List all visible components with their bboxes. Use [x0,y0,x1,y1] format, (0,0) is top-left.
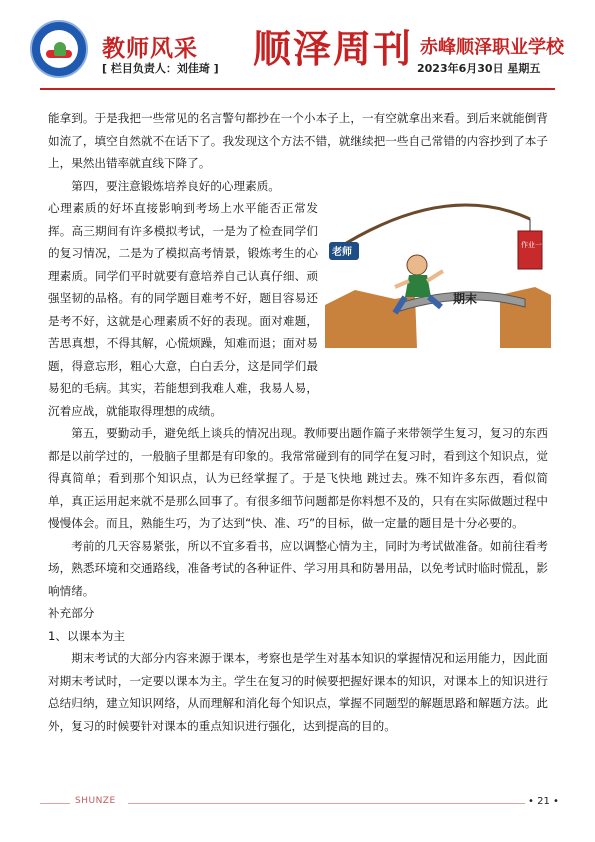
paragraph-1: 能拿到。于是我把一些常见的名言警句都抄在一个小本子上，一有空就拿出来看。到后来就能倒背如流了，填空自然就不在话下了。我发现这个方法不错，就继续把一些自己常错的内容抄到了本子上，果然出错率就直线下降了。 [48,111,548,170]
article-body [48,107,548,737]
column-title: 教师风采 [102,36,198,62]
bridge-label: 期末 [453,292,478,306]
svg-text:作业一本: 作业一本 [521,241,549,249]
paragraph-3-text: 心理素质的好坏直接影响到考场上水平能否正常发挥。高三期间有许多模拟考试，一是为了检查同学们的复习情况，二是为了模拟高考情景，锻炼考生的心理素质。同学们平时就要有意培养自己认真仔细、顽强坚韧的品格。有的同学题目难考不好，题目容易还是考不好，这就是心理素质不好的表现。面对难题，苦思真想，不得其解，心慌烦躁，知难而退；面对易题，得意忘形，粗心大意，白白丢分，这是同学们最易犯的毛病。其实，若能想到我难人难，我易人易，沉着应战，就能取得理想的成绩。 [48,201,318,418]
header-divider [40,88,555,90]
paragraph-5: 考前的几天容易紧张，所以不宜多看书，应以调整心情为主，同时为考试做准备。如前往看考场，熟悉环境和交通路线，准备考试的各种证件、学习用具和防暑用品，以免考试时临时慌乱，影响情绪。 [48,538,548,598]
logo-emblem [40,30,78,68]
footer-brand: SHUNZE [75,796,116,806]
issue-date: 2023年6月30日 星期五 [417,62,541,75]
subsection-heading: 1、以课本为主 [48,628,125,643]
school-logo [30,20,88,78]
paragraph-4: 第五，要勤动手，避免纸上谈兵的情况出现。教师要出题作篇子来带领学生复习，复习的东西都是以前学过的，一般脑子里都是有印象的。我常常碰到有的同学在复习时，看到这个知识点，觉得真简单；看到那个知识点，认为已经掌握了。于是飞快地 跳过去。殊不知许多东西，看似简单，真正运用起来就不是那么回事了。有很多细节问题都是你料想不及的，只有在实际做题过程中慢慢体会。而且，熟能生巧，为了达到“快、准、巧”的目标，做一定量的题目是十分必要的。 [48,426,548,530]
paragraph-3 [48,197,548,422]
section-heading: 补充部分 [48,606,95,620]
publication-name: 顺泽周刊 [253,27,414,71]
paragraph-6: 期末考试的大部分内容来源于课本，考察也是学生对基本知识的掌握情况和运用能力，因此面对期末考试时，一定要以课本为主。学生在复习的时候要把握好课本的知识，对课本上的知识进行总结归纳，建立知识网络，从而理解和消化每个知识点，掌握不同题型的解题思路和解题方法。此外，复习的时候要针对课本的重点知识进行强化，达到提高的目的。 [48,651,548,733]
paragraph-2: 第四，要注意锻炼培养良好的心理素质。 [71,178,280,193]
teacher-label: 老师 [332,247,352,258]
page-number: • 21 • [528,796,559,807]
footer-divider-left [40,803,70,804]
school-name: 赤峰顺泽职业学校 [420,37,564,58]
column-editor: [ 栏目负责人：刘佳琦 ] [102,62,219,75]
footer-divider-right [128,803,525,804]
page-header [0,0,595,96]
